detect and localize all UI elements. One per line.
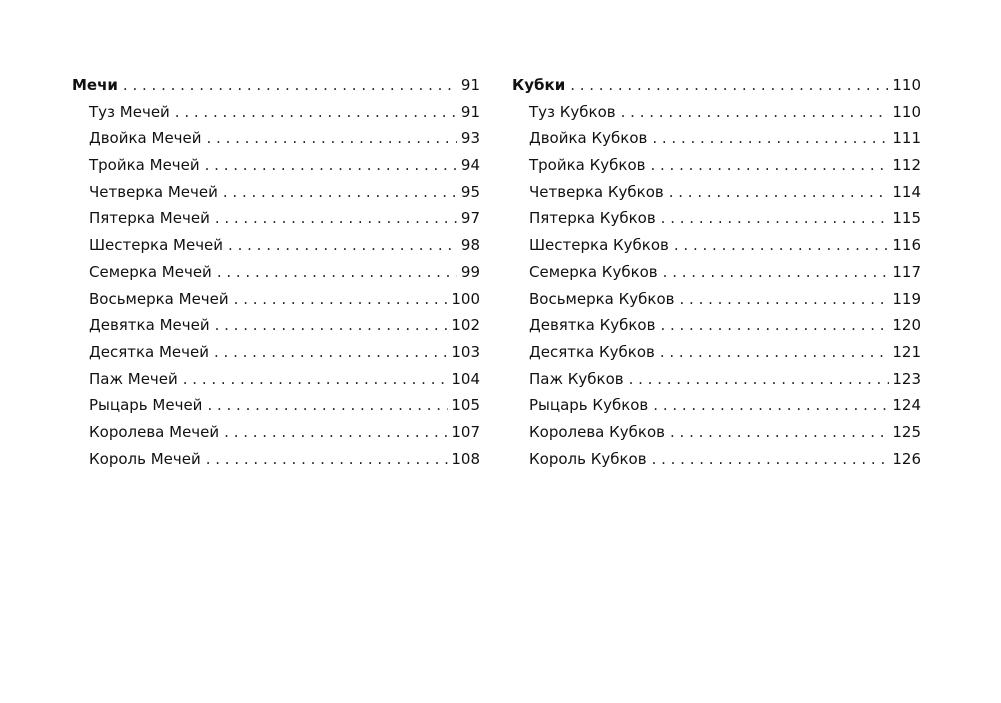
dot-leader [175, 99, 457, 126]
toc-heading-label: Мечи [72, 76, 118, 94]
toc-page-number: 112 [892, 156, 921, 175]
toc-page-number: 103 [451, 342, 480, 361]
dot-leader [214, 339, 448, 366]
toc-column-cups [512, 72, 921, 472]
toc-page-number: 117 [892, 262, 921, 281]
dot-leader [621, 99, 890, 126]
toc-column-swords [72, 72, 480, 472]
toc-page-number: 126 [892, 449, 921, 468]
toc-page-number: 105 [451, 396, 480, 415]
dot-leader [674, 232, 889, 259]
dot-leader [653, 392, 889, 419]
toc-page-number: 94 [460, 156, 480, 175]
dot-leader [183, 366, 449, 393]
toc-entry-label: Королева Мечей [89, 422, 220, 441]
toc-entry[interactable] [72, 152, 480, 179]
dot-leader [629, 366, 890, 393]
toc-entry-label: Семерка Кубков [529, 262, 658, 281]
toc-page-number: 121 [892, 342, 921, 361]
toc-entry[interactable] [512, 99, 921, 126]
dot-leader [234, 286, 449, 313]
toc-entry[interactable] [512, 205, 921, 232]
toc-page-number: 99 [460, 262, 480, 281]
toc-entry-label: Король Кубков [529, 449, 647, 468]
toc-entry[interactable] [512, 312, 921, 339]
dot-leader [670, 419, 889, 446]
toc-entry[interactable] [72, 125, 480, 152]
toc-entry[interactable] [72, 205, 480, 232]
toc-page-number: 98 [460, 236, 480, 255]
toc-entry[interactable] [72, 366, 480, 393]
toc-entry[interactable] [512, 392, 921, 419]
toc-heading-label: Кубки [512, 76, 566, 94]
toc-entry[interactable] [72, 259, 480, 286]
toc-page-number: 108 [451, 449, 480, 468]
toc-page-number: 93 [460, 129, 480, 148]
toc-entry-label: Рыцарь Кубков [529, 396, 649, 415]
dot-leader [652, 125, 889, 152]
toc-entry-label: Десятка Кубков [529, 342, 655, 361]
toc-page-number: 91 [460, 102, 480, 121]
toc-page-number: 123 [892, 369, 921, 388]
toc-entry-label: Тройка Кубков [529, 156, 646, 175]
dot-leader [663, 259, 890, 286]
toc-entry-label: Семерка Мечей [89, 262, 212, 281]
toc-entry[interactable] [512, 286, 921, 313]
toc-page-number: 95 [460, 182, 480, 201]
toc-page-number: 120 [892, 316, 921, 335]
toc-page-number: 111 [892, 129, 921, 148]
toc-entry[interactable] [72, 339, 480, 366]
toc-entry-label: Двойка Кубков [529, 129, 648, 148]
dot-leader [680, 286, 890, 313]
toc-page-number: 116 [892, 236, 921, 255]
toc-entry-label: Девятка Кубков [529, 316, 656, 335]
dot-leader [660, 339, 890, 366]
toc-entry[interactable] [512, 125, 921, 152]
toc-page-number: 125 [892, 422, 921, 441]
toc-heading-swords[interactable] [72, 72, 480, 99]
toc-entry[interactable] [72, 232, 480, 259]
toc-entry[interactable] [72, 179, 480, 206]
toc-page-number: 104 [451, 369, 480, 388]
toc-page-number: 110 [892, 76, 921, 94]
dot-leader [217, 259, 457, 286]
dot-leader [215, 312, 449, 339]
toc-entry-label: Туз Кубков [529, 102, 616, 121]
dot-leader [650, 152, 889, 179]
toc-entry[interactable] [512, 339, 921, 366]
toc-entry[interactable] [512, 446, 921, 473]
toc-entry-label: Пятерка Мечей [89, 209, 210, 228]
toc-page-number: 110 [892, 102, 921, 121]
toc-entry[interactable] [512, 152, 921, 179]
toc-entry[interactable] [512, 366, 921, 393]
toc-entry[interactable] [72, 419, 480, 446]
dot-leader [205, 152, 457, 179]
toc-entry-label: Десятка Мечей [89, 342, 209, 361]
dot-leader [207, 125, 457, 152]
toc-entry-label: Паж Кубков [529, 369, 624, 388]
toc-page-number: 102 [451, 316, 480, 335]
toc-entry[interactable] [512, 179, 921, 206]
toc-entry-label: Шестерка Мечей [89, 236, 224, 255]
toc-page-number: 114 [892, 182, 921, 201]
toc-entry[interactable] [72, 446, 480, 473]
toc-entry[interactable] [512, 419, 921, 446]
toc-entry[interactable] [72, 312, 480, 339]
toc-entry-label: Четверка Мечей [89, 182, 218, 201]
dot-leader [660, 312, 889, 339]
dot-leader [669, 179, 890, 206]
toc-page-number: 97 [460, 209, 480, 228]
dot-leader [228, 232, 457, 259]
toc-entry[interactable] [72, 392, 480, 419]
dot-leader [224, 419, 448, 446]
dot-leader [570, 72, 889, 99]
toc-entry-label: Рыцарь Мечей [89, 396, 203, 415]
toc-entry-label: Тройка Мечей [89, 156, 200, 175]
toc-entry-label: Восьмерка Мечей [89, 289, 229, 308]
toc-entry-label: Шестерка Кубков [529, 236, 669, 255]
toc-entry-label: Девятка Мечей [89, 316, 210, 335]
dot-leader [223, 179, 457, 206]
toc-entry[interactable] [72, 286, 480, 313]
toc-page-number: 100 [451, 289, 480, 308]
toc-entry-label: Туз Мечей [89, 102, 170, 121]
toc-page-number: 119 [892, 289, 921, 308]
toc-page-number: 107 [451, 422, 480, 441]
toc-entry[interactable] [512, 232, 921, 259]
toc-page-number: 91 [460, 76, 480, 94]
toc-entry[interactable] [72, 99, 480, 126]
toc-page-number: 124 [892, 396, 921, 415]
dot-leader [206, 446, 449, 473]
dot-leader [123, 72, 457, 99]
toc-entry-label: Паж Мечей [89, 369, 178, 388]
toc-entry-label: Четверка Кубков [529, 182, 664, 201]
toc-page-number: 115 [892, 209, 921, 228]
dot-leader [652, 446, 890, 473]
toc-entry-label: Двойка Мечей [89, 129, 202, 148]
toc-heading-cups[interactable] [512, 72, 921, 99]
dot-leader [215, 205, 457, 232]
dot-leader [207, 392, 448, 419]
toc-entry-label: Король Мечей [89, 449, 201, 468]
toc-entry-label: Королева Кубков [529, 422, 665, 441]
toc-entry-label: Восьмерка Кубков [529, 289, 675, 308]
toc-entry-label: Пятерка Кубков [529, 209, 656, 228]
dot-leader [661, 205, 890, 232]
toc-entry[interactable] [512, 259, 921, 286]
